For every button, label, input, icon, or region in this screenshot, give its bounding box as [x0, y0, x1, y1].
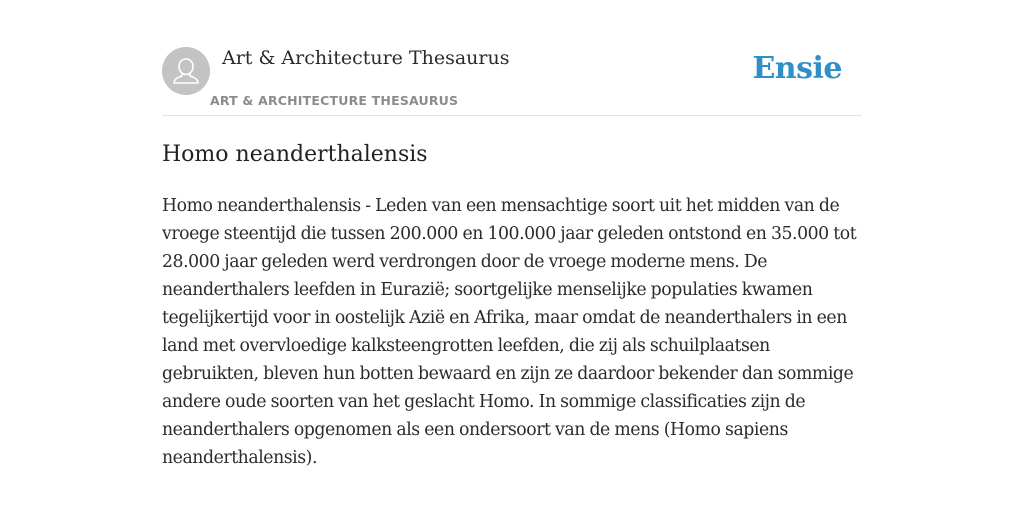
brand-logo[interactable]: Ensie: [752, 51, 842, 86]
avatar[interactable]: [162, 47, 210, 95]
entry-card: [162, 0, 862, 512]
source-subtitle[interactable]: ART & ARCHITECTURE THESAURUS: [210, 93, 459, 108]
user-silhouette-icon: [162, 47, 210, 95]
divider: [162, 115, 862, 116]
definition-text: Homo neanderthalensis - Leden van een mensachtige soort uit het midden van de vroege steentijd die tussen 200.000 en 100.000 jaar geleden ontstond en 35.000 tot 28.000 jaar geleden werd verdrongen door de vroege moderne mens. De neanderthalers leefden in Eurazië; soortgelijke menselijke populaties kwamen tegelijkertijd voor in oostelijk Azië en Afrika, maar omdat de neanderthalers in een land met overvloedige kalksteengrotten leefden, die zij als schuilplaatsen gebruikten, bleven hun botten bewaard en zijn ze daardoor bekender dan sommige andere oude soorten van het geslacht Homo. In sommige classificaties zijn de neanderthalers opgenomen als een ondersoort van de mens (Homo sapiens neanderthalensis).: [162, 196, 857, 468]
source-title[interactable]: Art & Architecture Thesaurus: [222, 47, 510, 69]
page-title: Homo neanderthalensis: [162, 142, 428, 167]
